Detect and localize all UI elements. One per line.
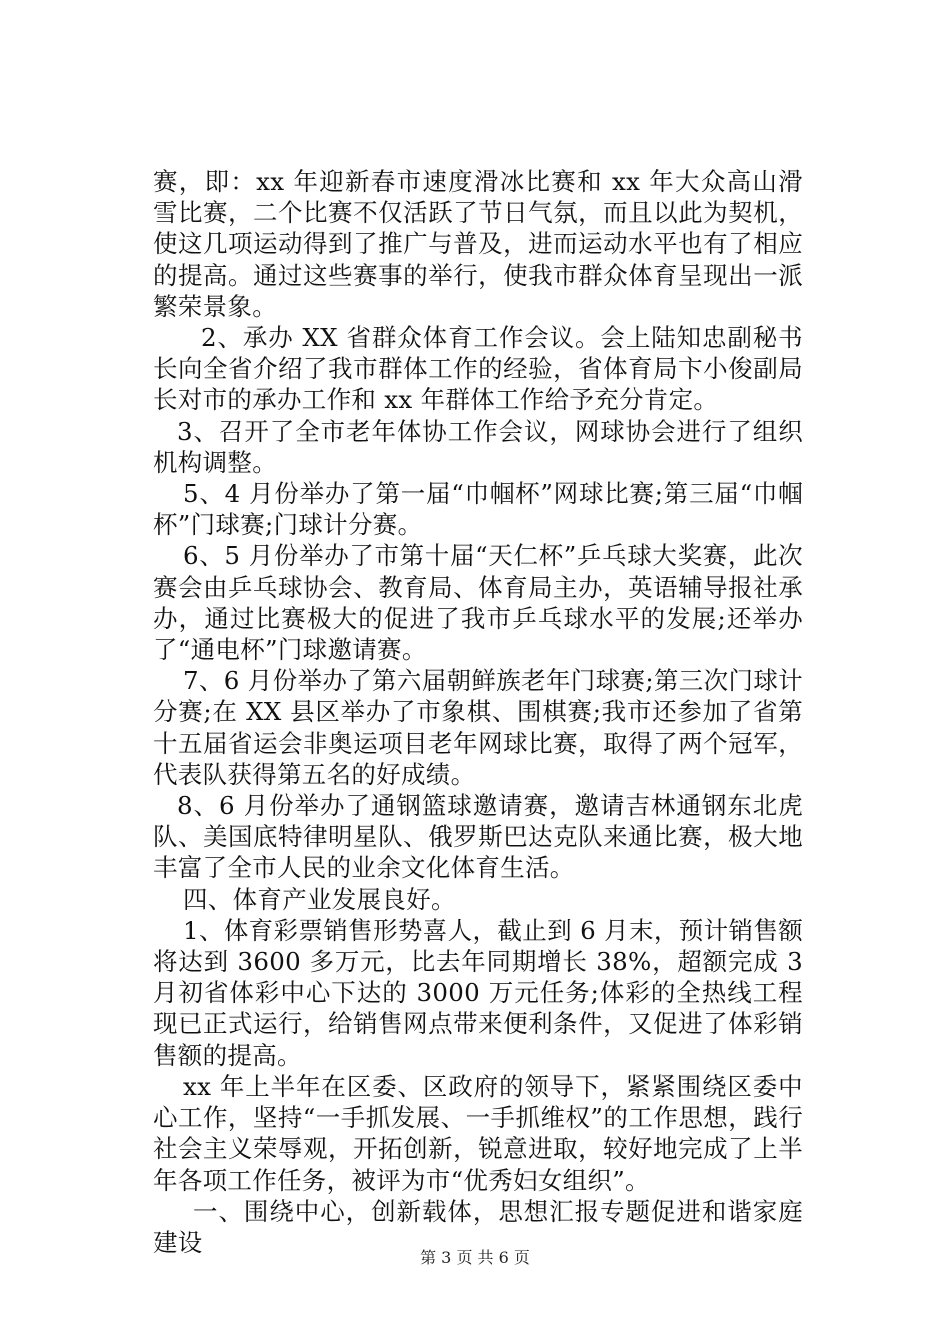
section-heading-sports-industry: 四、体育产业发展良好。 bbox=[183, 884, 456, 914]
page-number-footer: 第 3 页 共 6 页 bbox=[420, 1248, 530, 1267]
paragraph-item-7: 7、6 月份举办了第六届朝鲜族老年门球赛;第三次门球计分赛;在 XX 县区举办了市象棋、围棋赛;我市还参加了省第十五届省运会非奥运项目老年网球比赛，取得了两个冠军，代表队获得第五名的好成绩。 bbox=[153, 666, 803, 789]
paragraph-item-8: 8、6 月份举办了通钢篮球邀请赛，邀请吉林通钢东北虎队、美国底特律明星队、俄罗斯巴达克队来通比赛，极大地丰富了全市人民的业余文化体育生活。 bbox=[153, 791, 803, 883]
paragraph-lottery-sales: 1、体育彩票销售形势喜人，截止到 6 月末，预计销售额将达到 3600 多万元，比去年同期增长 38%，超额完成 3 月初省体彩中心下达的 3000 万元任务;体彩的全热线工程现已正式运行，给销售网点带来便利条件，又促进了体彩销售额的提高。 bbox=[153, 915, 803, 1070]
paragraph-item-5: 5、4 月份举办了第一届“巾帼杯”网球比赛;第三届“巾帼杯”门球赛;门球计分赛。 bbox=[153, 479, 803, 540]
paragraph-womens-federation-summary: xx 年上半年在区委、区政府的领导下，紧紧围绕区委中心工作，坚持“一手抓发展、一手抓维权”的工作思想，践行社会主义荣辱观，开拓创新，锐意进取，较好地完成了上半年各项工作任务，被评为市“优秀妇女组织”。 bbox=[153, 1071, 803, 1195]
paragraph-item-6: 6、5 月份举办了市第十届“天仁杯”乒乓球大奖赛，此次赛会由乒乓球协会、教育局、体育局主办，英语辅导报社承办，通过比赛极大的促进了我市乒乓球水平的发展;还举办了“通电杯”门球邀请赛。 bbox=[153, 541, 803, 665]
paragraph-sports-events-summary: 赛，即：xx 年迎新春市速度滑冰比赛和 xx 年大众高山滑雪比赛，二个比赛不仅活跃了节日气氛，而且以此为契机，使这几项运动得到了推广与普及，进而运动水平也有了相应的提高。通过这些赛事的举行，使我市群众体育呈现出一派繁荣景象。 bbox=[153, 167, 803, 321]
paragraph-item-3: 3、召开了全市老年体协工作会议，网球协会进行了组织机构调整。 bbox=[153, 416, 803, 477]
section-heading-harmonious-family: 一、围绕中心，创新载体，思想汇报专题促进和谐家庭建设 bbox=[153, 1196, 803, 1257]
document-body bbox=[153, 166, 803, 1258]
paragraph-item-2: 2、承办 XX 省群众体育工作会议。会上陆知忠副秘书长向全省介绍了我市群体工作的经验，省体育局卞小俊副局长对市的承办工作和 xx 年群体工作给予充分肯定。 bbox=[153, 323, 803, 415]
